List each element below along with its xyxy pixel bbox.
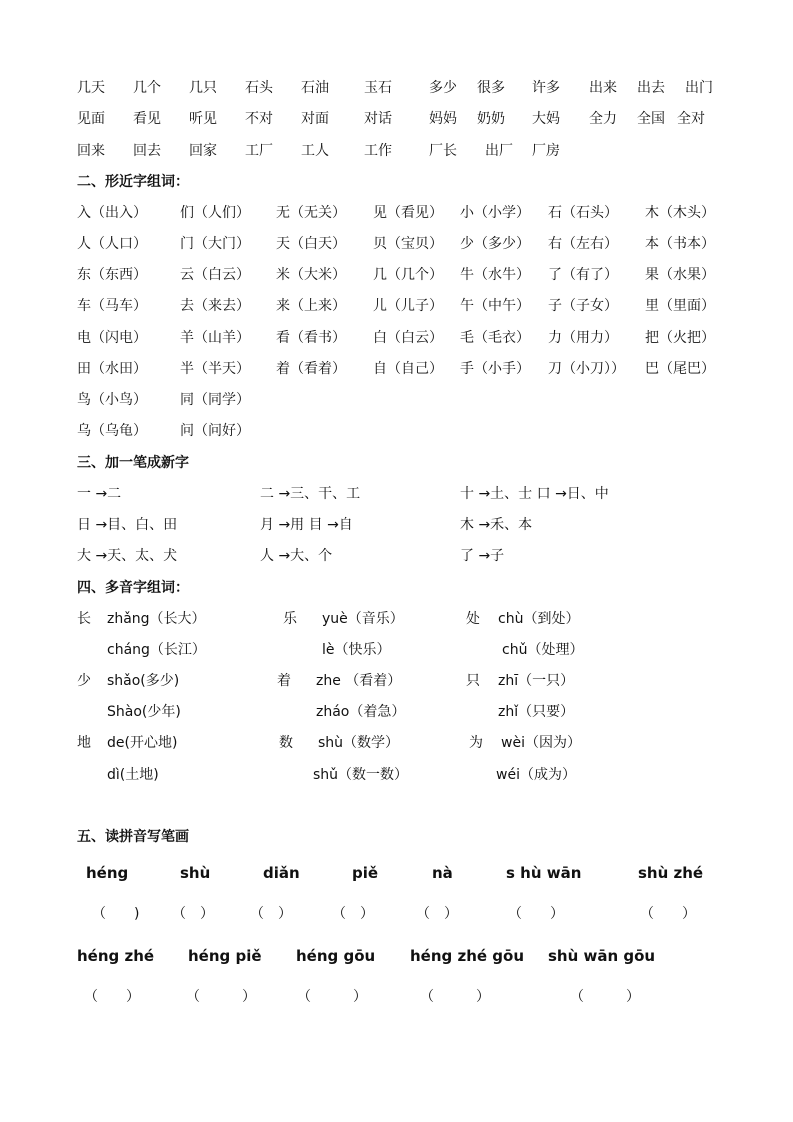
similar-char-item: 子（子女） <box>548 298 618 314</box>
word: 回来 <box>77 143 105 159</box>
similar-char-item: 木（木头） <box>645 205 715 221</box>
similar-char-item: 天（白天） <box>276 236 346 252</box>
stroke-pinyin: héng <box>86 864 129 882</box>
polyphone-word: yuè（音乐） <box>322 611 404 627</box>
similar-char-item: 了（有了） <box>548 267 618 283</box>
polyphone-char: 乐 <box>283 611 297 627</box>
add-stroke-row <box>0 483 793 505</box>
word: 妈妈 <box>429 111 457 127</box>
polyphone-word: shǔ（数一数） <box>313 767 409 783</box>
stroke-pinyin-row <box>0 862 793 886</box>
word: 对话 <box>364 111 392 127</box>
word-row-1 <box>0 77 793 99</box>
similar-char-item: 门（大门） <box>180 236 250 252</box>
polyphone-word: shù（数学） <box>318 735 400 751</box>
polyphone-row <box>0 670 793 692</box>
similar-char-item: 田（水田） <box>77 361 147 377</box>
word: 全对 <box>677 111 705 127</box>
answer-blank[interactable]: （ ） <box>416 906 458 922</box>
similar-char-item: 鸟（小鸟） <box>77 392 147 408</box>
similar-char-item: 自（自己） <box>373 361 443 377</box>
similar-char-row <box>0 295 793 317</box>
stroke-pinyin: piě <box>352 864 379 882</box>
similar-char-item: 巴（尾巴） <box>645 361 715 377</box>
answer-blank[interactable]: （ ) <box>92 906 140 922</box>
add-stroke-item: 木 →禾、本 <box>460 517 533 533</box>
similar-char-item: 毛（毛衣） <box>460 330 530 346</box>
similar-char-item: 贝（宝贝） <box>373 236 443 252</box>
similar-char-item: 手（小手） <box>460 361 530 377</box>
add-stroke-item: 月 →用 目 →自 <box>260 517 353 533</box>
add-stroke-item: 十 →土、士 口 →日、中 <box>460 486 609 502</box>
polyphone-char: 着 <box>277 673 291 689</box>
add-stroke-item: 日 →目、白、田 <box>77 517 178 533</box>
answer-blank[interactable]: （ ） <box>508 906 564 922</box>
stroke-pinyin: shù zhé <box>638 864 704 882</box>
polyphone-word: zhī（一只） <box>498 673 575 689</box>
similar-char-item: 同（同学） <box>180 392 250 408</box>
word: 玉石 <box>364 80 392 96</box>
similar-char-item: 力（用力） <box>548 330 618 346</box>
add-stroke-row <box>0 545 793 567</box>
answer-paren-row <box>0 903 793 925</box>
similar-char-item: 白（白云） <box>373 330 443 346</box>
polyphone-word: lè（快乐） <box>322 642 391 658</box>
word: 出来 <box>589 80 617 96</box>
add-stroke-item: 了 →子 <box>460 548 505 564</box>
word: 几个 <box>133 80 161 96</box>
similar-char-item: 乌（乌龟） <box>77 423 147 439</box>
word: 石油 <box>301 80 329 96</box>
answer-blank[interactable]: （ ） <box>570 989 640 1005</box>
word: 全国 <box>637 111 665 127</box>
word: 很多 <box>477 80 505 96</box>
word: 厂长 <box>429 143 457 159</box>
section-3-heading: 三、加一笔成新字 <box>77 455 189 471</box>
answer-blank[interactable]: （ ） <box>172 906 214 922</box>
polyphone-char: 只 <box>466 673 480 689</box>
similar-char-item: 少（多少） <box>460 236 530 252</box>
answer-blank[interactable]: （ ） <box>640 906 696 922</box>
polyphone-word: zháo（着急） <box>316 704 406 720</box>
word: 对面 <box>301 111 329 127</box>
stroke-pinyin: diǎn <box>263 864 300 882</box>
polyphone-char: 少 <box>77 673 91 689</box>
polyphone-word: chù（到处） <box>498 611 580 627</box>
polyphone-char: 数 <box>279 735 293 751</box>
similar-char-item: 米（大米） <box>276 267 346 283</box>
word: 工人 <box>301 143 329 159</box>
similar-char-item: 半（半天） <box>180 361 250 377</box>
similar-char-item: 牛（水牛） <box>460 267 530 283</box>
section-4-heading: 四、多音字组词： <box>77 580 189 596</box>
word: 工厂 <box>245 143 273 159</box>
similar-char-row <box>0 327 793 349</box>
similar-char-item: 着（看着） <box>276 361 346 377</box>
similar-char-item: 几（几个） <box>373 267 443 283</box>
word: 几只 <box>189 80 217 96</box>
similar-char-item: 羊（山羊） <box>180 330 250 346</box>
similar-char-row <box>0 389 793 411</box>
similar-char-item: 问（问好） <box>180 423 250 439</box>
stroke-pinyin: héng gōu <box>296 947 376 965</box>
answer-blank[interactable]: （ ） <box>186 989 256 1005</box>
word: 全力 <box>589 111 617 127</box>
similar-char-item: 们（人们） <box>180 205 250 221</box>
similar-char-item: 电（闪电） <box>77 330 147 346</box>
stroke-pinyin-row <box>0 945 793 969</box>
similar-char-item: 东（东西） <box>77 267 147 283</box>
similar-char-item: 把（火把） <box>645 330 715 346</box>
answer-blank[interactable]: （ ） <box>250 906 292 922</box>
similar-char-item: 刀（小刀）） <box>548 361 625 377</box>
similar-char-row <box>0 358 793 380</box>
answer-blank[interactable]: （ ） <box>297 989 367 1005</box>
stroke-pinyin: héng piě <box>188 947 262 965</box>
similar-char-item: 小（小学） <box>460 205 530 221</box>
similar-char-item: 儿（儿子） <box>373 298 443 314</box>
polyphone-word: wèi（因为） <box>501 735 581 751</box>
add-stroke-item: 一 →二 <box>77 486 122 502</box>
section-5-heading: 五、读拼音写笔画 <box>77 829 189 845</box>
add-stroke-row <box>0 514 793 536</box>
polyphone-char: 地 <box>77 735 91 751</box>
word: 厂房 <box>532 143 560 159</box>
polyphone-word: zhǐ（只要） <box>498 704 575 720</box>
word-row-2 <box>0 108 793 130</box>
similar-char-row <box>0 233 793 255</box>
word: 听见 <box>189 111 217 127</box>
answer-blank[interactable]: （ ） <box>332 906 374 922</box>
similar-char-item: 果（水果） <box>645 267 715 283</box>
polyphone-word: de(开心地) <box>107 735 178 751</box>
polyphone-row <box>0 608 793 630</box>
word: 几天 <box>77 80 105 96</box>
polyphone-word: shǎo(多少) <box>107 673 180 689</box>
stroke-pinyin: s hù wān <box>506 864 582 882</box>
answer-paren-row <box>0 986 793 1008</box>
polyphone-word: wéi（成为） <box>496 767 576 783</box>
word: 多少 <box>429 80 457 96</box>
word: 出去 <box>637 80 665 96</box>
polyphone-row <box>0 732 793 754</box>
polyphone-row <box>0 764 793 786</box>
polyphone-word: Shào(少年) <box>107 704 181 720</box>
similar-char-item: 入（出入） <box>77 205 147 221</box>
answer-blank[interactable]: （ ） <box>84 989 140 1005</box>
add-stroke-item: 二 →三、干、工 <box>260 486 361 502</box>
answer-blank[interactable]: （ ） <box>420 989 490 1005</box>
polyphone-word: zhǎng（长大） <box>107 611 206 627</box>
word: 出门 <box>685 80 713 96</box>
similar-char-item: 看（看书） <box>276 330 346 346</box>
polyphone-word: cháng（长江） <box>107 642 206 658</box>
word: 回家 <box>189 143 217 159</box>
stroke-pinyin: héng zhé <box>77 947 155 965</box>
similar-char-item: 午（中午） <box>460 298 530 314</box>
stroke-pinyin: héng zhé gōu <box>410 947 525 965</box>
word: 看见 <box>133 111 161 127</box>
similar-char-item: 人（人口） <box>77 236 147 252</box>
add-stroke-item: 人 →大、个 <box>260 548 333 564</box>
polyphone-word: dì(土地) <box>107 767 159 783</box>
similar-char-item: 右（左右） <box>548 236 618 252</box>
word: 许多 <box>532 80 560 96</box>
similar-char-row <box>0 264 793 286</box>
polyphone-char: 处 <box>466 611 480 627</box>
word: 工作 <box>364 143 392 159</box>
word: 回去 <box>133 143 161 159</box>
similar-char-row <box>0 420 793 442</box>
similar-char-item: 无（无关） <box>276 205 346 221</box>
word: 石头 <box>245 80 273 96</box>
similar-char-item: 石（石头） <box>548 205 618 221</box>
polyphone-row <box>0 639 793 661</box>
similar-char-item: 车（马车） <box>77 298 147 314</box>
word: 见面 <box>77 111 105 127</box>
similar-char-item: 云（白云） <box>180 267 250 283</box>
stroke-pinyin: shù wān gōu <box>548 947 656 965</box>
word: 奶奶 <box>477 111 505 127</box>
similar-char-item: 来（上来） <box>276 298 346 314</box>
word: 不对 <box>245 111 273 127</box>
polyphone-word: zhe （看着） <box>316 673 402 689</box>
word: 大妈 <box>532 111 560 127</box>
section-2-heading: 二、形近字组词： <box>77 174 189 190</box>
similar-char-item: 里（里面） <box>645 298 715 314</box>
polyphone-char: 为 <box>469 735 483 751</box>
similar-char-item: 见（看见） <box>373 205 443 221</box>
polyphone-word: chǔ（处理） <box>502 642 584 658</box>
polyphone-row <box>0 701 793 723</box>
add-stroke-item: 大 →天、太、犬 <box>77 548 178 564</box>
similar-char-item: 本（书本） <box>645 236 715 252</box>
stroke-pinyin: shù <box>180 864 211 882</box>
stroke-pinyin: nà <box>432 864 453 882</box>
word-row-3 <box>0 140 793 162</box>
similar-char-item: 去（来去） <box>180 298 250 314</box>
similar-char-row <box>0 202 793 224</box>
word: 出厂 <box>485 143 513 159</box>
polyphone-char: 长 <box>77 611 91 627</box>
